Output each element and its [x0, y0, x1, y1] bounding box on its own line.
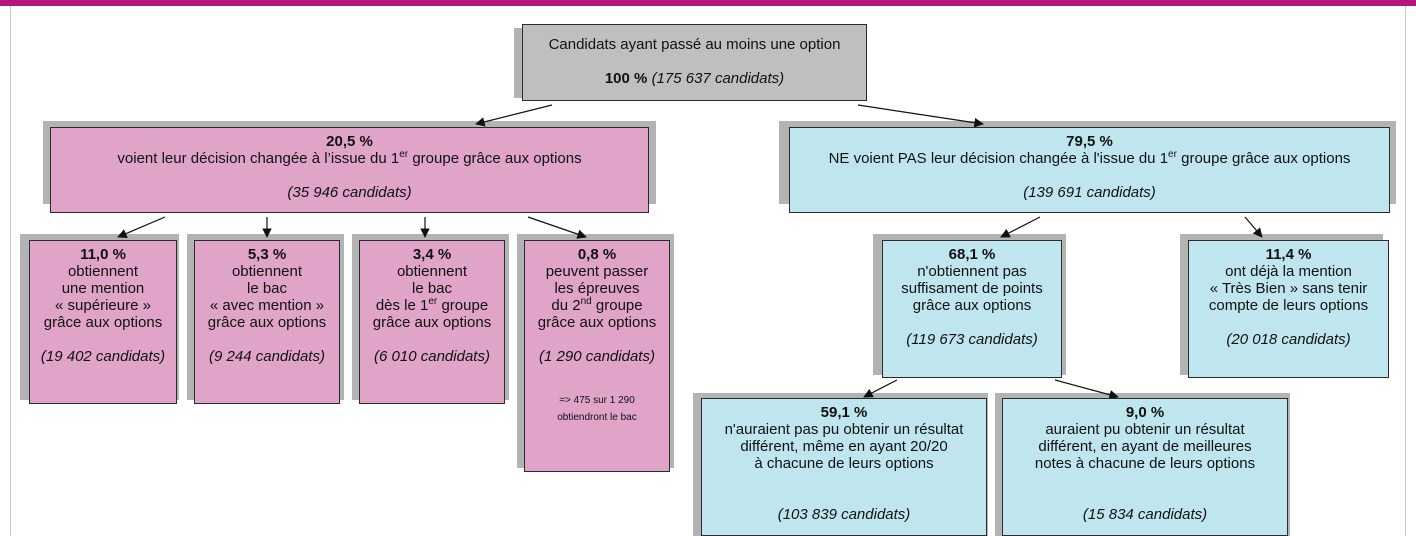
l2-count: (9 244 candidats) [209, 348, 325, 365]
arrow-r1-to-r1a [864, 380, 897, 397]
l4-line: peuvent passer [545, 263, 649, 280]
l3-line: dès le 1er groupe [375, 296, 489, 314]
r2-box [1188, 240, 1389, 378]
right-box [789, 127, 1390, 213]
r1b-line: auraient pu obtenir un résultat [1045, 421, 1245, 438]
r1b-box [1002, 398, 1288, 536]
r2-line: compte de leurs options [1208, 297, 1369, 314]
l2-box [194, 240, 340, 404]
l3-line: obtiennent [396, 263, 468, 280]
left-count: (35 946 candidats) [287, 184, 412, 201]
l4-note: obtiendront le bac [557, 412, 637, 423]
arrow-right-to-r1 [1001, 217, 1040, 237]
l3-box [359, 240, 505, 404]
r1-line: suffisament de points [901, 280, 1043, 297]
r1b-pct: 9,0 % [1125, 404, 1165, 421]
l1-line: « supérieure » [55, 297, 151, 314]
l1-pct: 11,0 % [80, 246, 126, 263]
arrow-root-to-left [476, 105, 552, 124]
l2-line: le bac [246, 280, 288, 297]
l4-line: les épreuves [554, 280, 640, 297]
l4-line: grâce aux options [537, 314, 657, 331]
r1a-line: différent, même en ayant 20/20 [740, 438, 948, 455]
r1b-line: différent, en ayant de meilleures [1038, 438, 1252, 455]
root-pct: 100 % [604, 70, 648, 87]
l2-line: « avec mention » [209, 297, 325, 314]
left-box [50, 127, 649, 213]
root-box [522, 24, 867, 101]
right-count: (139 691 candidats) [1023, 184, 1156, 201]
arrow-left-to-l4 [528, 217, 586, 237]
r1-line: n'obtiennent pas [917, 263, 1027, 280]
l1-line: obtiennent [67, 263, 139, 280]
arrow-right-to-r2 [1245, 217, 1262, 237]
arrow-root-to-right [858, 105, 983, 124]
left-description: voient leur décision changée à l’issue du 1er groupe grâce aux options [117, 149, 582, 167]
l2-pct: 5,3 % [247, 246, 287, 263]
r1a-line: à chacune de leurs options [754, 455, 934, 472]
root-title: Candidats ayant passé au moins une option [548, 36, 841, 53]
r1-count: (119 673 candidats) [906, 331, 1038, 348]
l1-count: (19 402 candidats) [40, 348, 166, 365]
l3-line: le bac [411, 280, 453, 297]
l3-line: grâce aux options [372, 314, 492, 331]
r1a-line: n'auraient pas pu obtenir un résultat [724, 421, 964, 438]
r2-line: ont déjà la mention [1225, 263, 1352, 280]
arrow-left-to-l1 [118, 217, 165, 237]
l1-box [29, 240, 177, 404]
r2-count: (20 018 candidats) [1226, 331, 1351, 348]
l1-line: une mention [61, 280, 145, 297]
r2-line: « Très Bien » sans tenir [1209, 280, 1368, 297]
arrow-r1-to-r1b [1055, 380, 1118, 397]
l4-note: => 475 sur 1 290 [559, 395, 635, 406]
l4-pct: 0,8 % [577, 246, 617, 263]
l4-box [524, 240, 670, 472]
l1-line: grâce aux options [43, 314, 163, 331]
l4-count: (1 290 candidats) [539, 348, 655, 365]
r1a-box [701, 398, 987, 536]
right-description: NE voient PAS leur décision changée à l'issue du 1er groupe grâce aux options [828, 149, 1351, 167]
right-pct: 79,5 % [1066, 133, 1113, 150]
l3-count: (6 010 candidats) [374, 348, 490, 365]
r1a-count: (103 839 candidats) [777, 506, 911, 523]
r1-line: grâce aux options [912, 297, 1032, 314]
l2-line: obtiennent [231, 263, 303, 280]
r2-pct: 11,4 % [1265, 246, 1312, 263]
left-pct: 20,5 % [326, 133, 373, 150]
l2-line: grâce aux options [207, 314, 327, 331]
root-count: (175 637 candidats) [651, 70, 785, 87]
r1b-line: notes à chacune de leurs options [1034, 455, 1256, 472]
l4-line: du 2nd groupe [551, 296, 643, 314]
r1b-count: (15 834 candidats) [1082, 506, 1208, 523]
root-total [605, 70, 784, 87]
r1-box [882, 240, 1062, 378]
r1-pct: 68,1 % [948, 246, 996, 263]
r1a-pct: 59,1 % [820, 404, 868, 421]
l3-pct: 3,4 % [412, 246, 452, 263]
